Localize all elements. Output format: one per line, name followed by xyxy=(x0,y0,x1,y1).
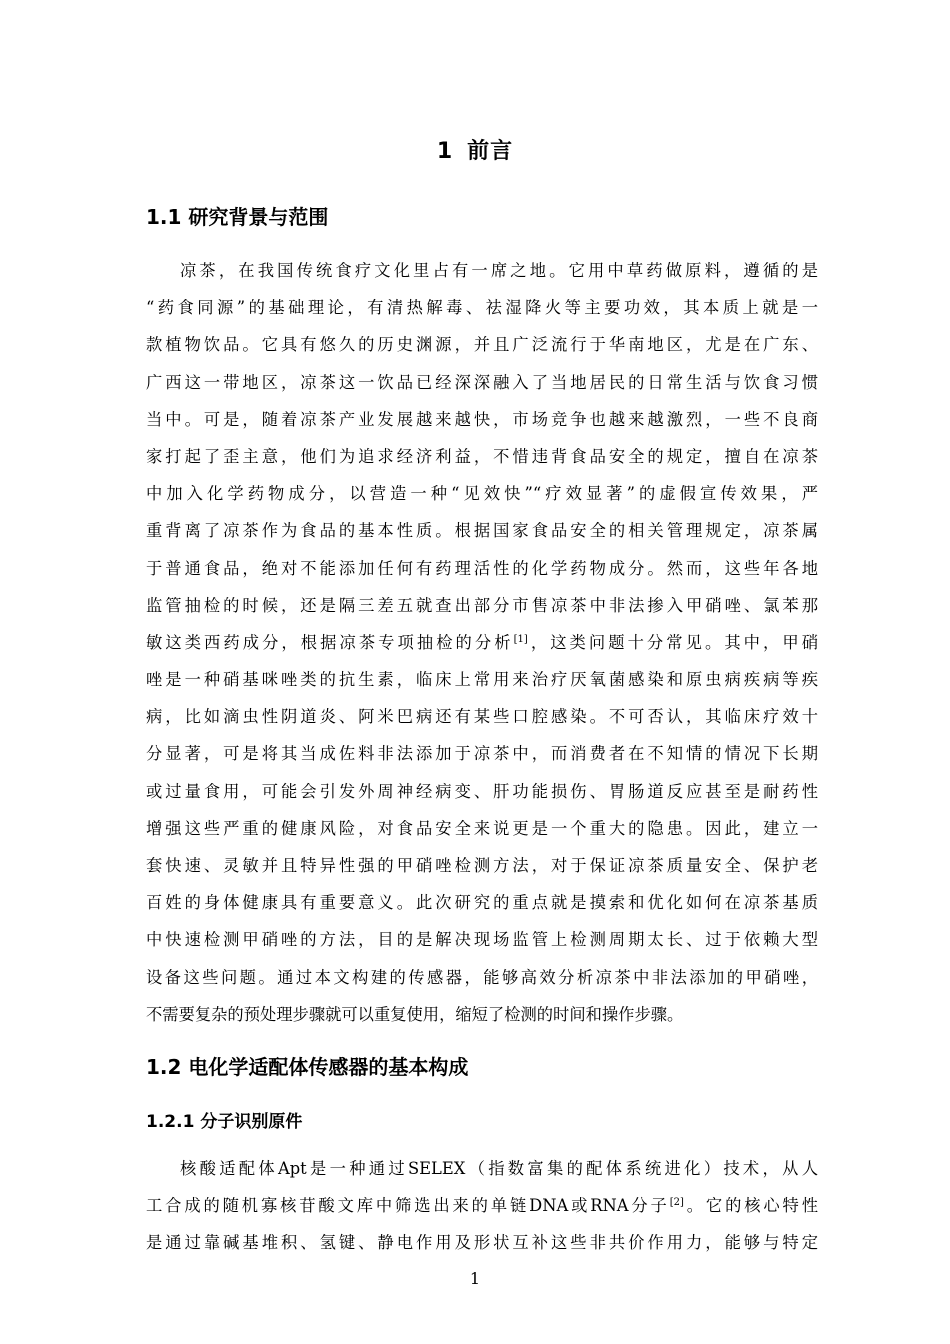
paragraph-line-with-citation xyxy=(146,1187,818,1224)
paragraph-line: 唑是一种硝基咪唑类的抗生素，临床上常用来治疗厌氧菌感染和原虫病疾病等疾 xyxy=(146,670,818,690)
paragraph-line: 设备这些问题。通过本文构建的传感器，能够高效分析凉茶中非法添加的甲硝唑， xyxy=(146,967,818,987)
paragraph-line: 百姓的身体健康具有重要意义。此次研究的重点就是摸索和优化如何在凉茶基质 xyxy=(146,893,818,913)
paragraph-line: 中快速检测甲硝唑的方法，目的是解决现场监管上检测周期太长、过于依赖大型 xyxy=(146,930,818,950)
chapter-title-text: 前言 xyxy=(467,139,514,164)
paragraph-line: 是通过靠碱基堆积、氢键、静电作用及形状互补这些非共价作用力，能够与特定 xyxy=(146,1233,818,1253)
line-text: ，这类问题十分常见。其中，甲硝 xyxy=(527,632,818,652)
paragraph-line: 中加入化学药物成分，以营造一种“见效快”“疗效显著”的虚假宣传效果，严 xyxy=(146,484,818,504)
paragraph-line: 凉茶，在我国传统食疗文化里占有一席之地。它用中草药做原料，遵循的是 xyxy=(180,261,818,280)
paragraph-line: 或过量食用，可能会引发外周神经病变、肝功能损伤、胃肠道反应甚至是耐药性 xyxy=(146,781,818,801)
paragraph-line: 于普通食品，绝对不能添加任何有药理活性的化学药物成分。然而，这些年各地 xyxy=(146,558,818,578)
paragraph-line: “药食同源”的基础理论，有清热解毒、祛湿降火等主要功效，其本质上就是一 xyxy=(146,298,818,318)
paragraph-line: 监管抽检的时候，还是隔三差五就查出部分市售凉茶中非法掺入甲硝唑、氯苯那 xyxy=(146,595,818,615)
paragraph-line: 家打起了歪主意，他们为追求经济利益，不惜违背食品安全的规定，擅自在凉茶 xyxy=(146,446,818,466)
subsection-heading-1-2-1: 1.2.1 分子识别原件 xyxy=(146,1112,303,1132)
paragraph-line: 分显著，可是将其当成佐料非法添加于凉茶中，而消费者在不知情的情况下长期 xyxy=(146,744,818,764)
paragraph-line: 广西这一带地区，凉茶这一饮品已经深深融入了当地居民的日常生活与饮食习惯 xyxy=(146,372,818,392)
paragraph-line: 核酸适配体Apt是一种通过SELEX（指数富集的配体系统进化）技术，从人 xyxy=(180,1159,818,1178)
paragraph-line: 当中。可是，随着凉茶产业发展越来越快，市场竞争也越来越激烈，一些不良商 xyxy=(146,409,818,429)
paragraph-line: 款植物饮品。它具有悠久的历史渊源，并且广泛流行于华南地区，尤是在广东、 xyxy=(146,335,818,355)
section-heading-1-2: 1.2 电化学适配体传感器的基本构成 xyxy=(146,1055,469,1079)
chapter-number: 1 xyxy=(436,139,454,164)
paragraph-aptamer xyxy=(146,1150,818,1262)
line-text: 敏这类西药成分，根据凉茶专项抽检的分析 xyxy=(146,632,514,652)
line-text: 。它的核心特性 xyxy=(683,1196,818,1216)
paragraph-line: 重背离了凉茶作为食品的基本性质。根据国家食品安全的相关管理规定，凉茶属 xyxy=(146,521,818,541)
citation-ref-2: [2] xyxy=(669,1197,684,1209)
chapter-title xyxy=(0,136,950,168)
paragraph-line: 增强这些严重的健康风险，对食品安全来说更是一个重大的隐患。因此，建立一 xyxy=(146,818,818,838)
section-heading-1-1: 1.1 研究背景与范围 xyxy=(146,205,329,229)
paragraph-background xyxy=(146,252,818,1033)
paragraph-line-with-citation xyxy=(146,624,818,661)
page-number: 1 xyxy=(469,1269,481,1288)
line-text: 工合成的随机寡核苷酸文库中筛选出来的单链DNA或RNA分子 xyxy=(146,1196,670,1216)
citation-ref-1: [1] xyxy=(513,633,528,645)
paragraph-line: 病，比如滴虫性阴道炎、阿米巴病还有某些口腔感染。不可否认，其临床疗效十 xyxy=(146,707,818,727)
paragraph-line: 不需要复杂的预处理步骤就可以重复使用，缩短了检测的时间和操作步骤。 xyxy=(146,1004,684,1024)
paragraph-line: 套快速、灵敏并且特异性强的甲硝唑检测方法，对于保证凉茶质量安全、保护老 xyxy=(146,856,818,875)
